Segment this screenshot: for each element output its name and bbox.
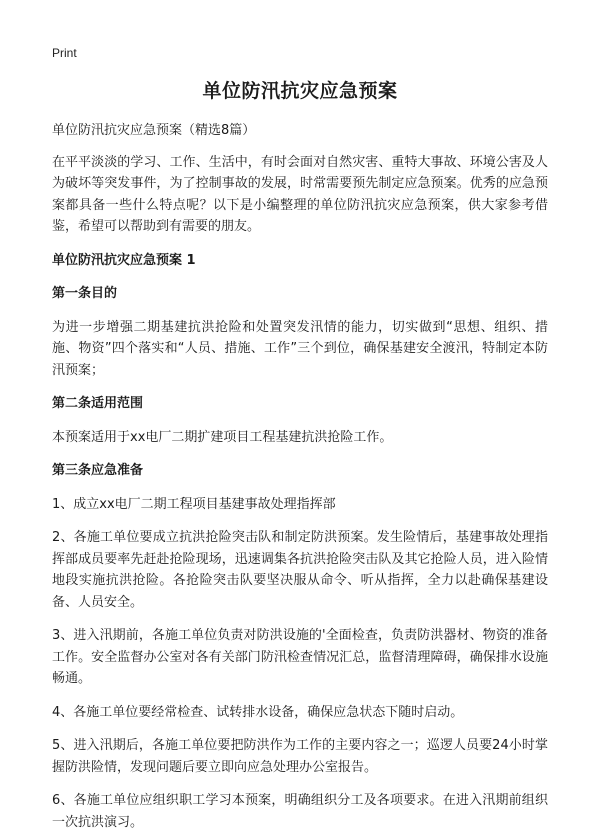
article-3-heading: 第三条应急准备 (52, 463, 144, 478)
article-2-paragraph: 本预案适用于xx电厂二期扩建项目工程基建抗洪抢险工作。 (52, 429, 393, 445)
document-subtitle: 单位防汛抗灾应急预案（精选8篇） (52, 123, 256, 138)
list-item: 3、进入汛期前，各施工单位负责对防洪设施的'全面检查，负责防洪器材、物资的准备工作。安全监督办公室对各有关部门防汛检查情况汇总，监督清理障碍，确保排水设施畅通。 (52, 628, 548, 686)
intro-paragraph: 在平平淡淡的学习、工作、生活中，有时会面对自然灾害、重特大事故、环境公害及人为破坏等突发事件，为了控制事故的发展，时常需要预先制定应急预案。优秀的应急预案都具备一些什么特点呢？以下是小编整理的单位防汛抗灾应急预案，供大家参考借鉴，希望可以帮助到有需要的朋友。 (52, 154, 548, 234)
list-item: 2、各施工单位要成立抗洪抢险突击队和制定防洪预案。发生险情后，基建事故处理指挥部成员要率先赶赴抢险现场，迅速调集各抗洪抢险突击队及其它抢险人员，进入险情地段实施抗洪抢险。各抢险突击队要坚决服从命令、听从指挥，全力以赴确保基建设备、人员安全。 (52, 530, 548, 610)
list-item: 5、进入汛期后，各施工单位要把防洪作为工作的主要内容之一；巡逻人员要24小时掌握防洪险情，发现问题后要立即向应急处理办公室报告。 (52, 738, 548, 775)
list-item: 4、各施工单位要经常检查、试转排水设备，确保应急状态下随时启动。 (52, 704, 464, 720)
list-item: 1、成立xx电厂二期工程项目基建事故处理指挥部 (52, 496, 336, 512)
article-1-paragraph: 为进一步增强二期基建抗洪抢险和处置突发汛情的能力，切实做到“思想、组织、措施、物资”四个落实和“人员、措施、工作”三个到位，确保基建安全渡汛，特制定本防汛预案； (52, 319, 548, 378)
document-title: 单位防汛抗灾应急预案 (202, 80, 398, 102)
list-item: 6、各施工单位应组织职工学习本预案，明确组织分工及各项要求。在进入汛期前组织一次抗洪演习。 (52, 793, 548, 830)
article-1-heading: 第一条目的 (52, 286, 118, 301)
section-1-heading: 单位防汛抗灾应急预案 1 (52, 252, 196, 268)
print-link[interactable]: Print (52, 46, 77, 60)
article-2-heading: 第二条适用范围 (52, 396, 144, 411)
